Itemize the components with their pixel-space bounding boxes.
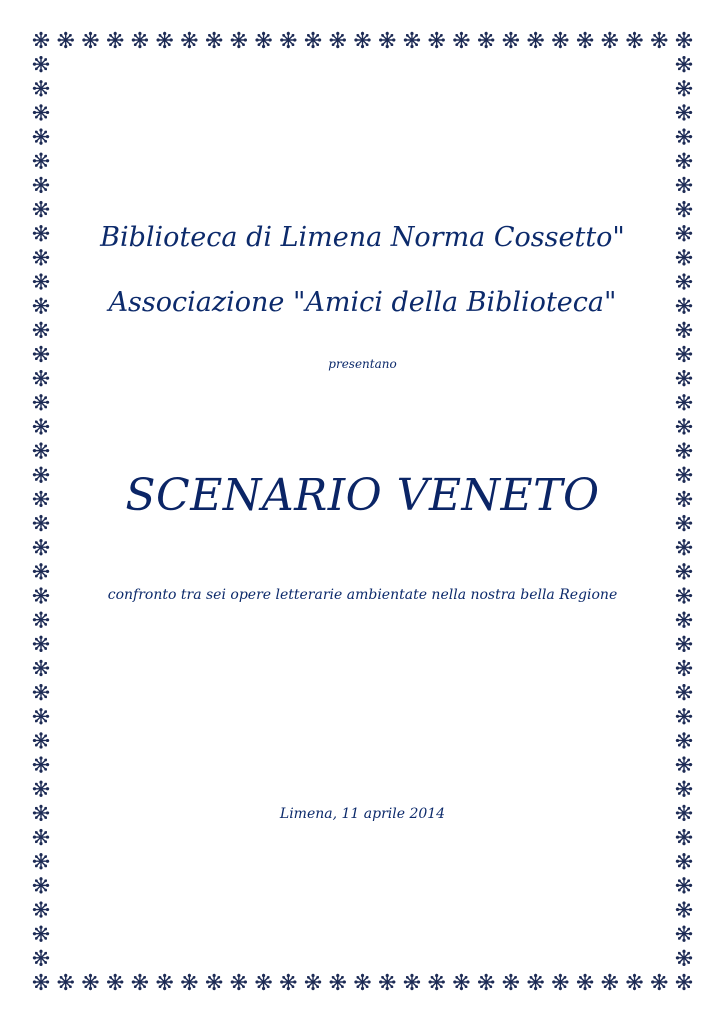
- border-ornament-icon: [528, 974, 544, 990]
- border-ornament-icon: [676, 612, 692, 628]
- border-ornament-icon: [503, 974, 519, 990]
- border-ornament-icon: [577, 32, 593, 48]
- border-ornament-icon: [626, 974, 642, 990]
- border-ornament-icon: [33, 877, 49, 893]
- border-ornament-icon: [651, 974, 667, 990]
- border-ornament-icon: [330, 32, 346, 48]
- border-ornament-icon: [676, 418, 692, 434]
- border-ornament-icon: [33, 684, 49, 700]
- border-ornament-icon: [602, 32, 618, 48]
- border-ornament-icon: [33, 104, 49, 120]
- border-ornament-icon: [429, 974, 445, 990]
- border-ornament-icon: [280, 974, 296, 990]
- border-ornament-icon: [676, 757, 692, 773]
- border-ornament-icon: [676, 563, 692, 579]
- border-ornament-icon: [626, 32, 642, 48]
- border-ornament-icon: [157, 32, 173, 48]
- border-ornament-icon: [676, 539, 692, 555]
- border-ornament-icon: [676, 901, 692, 917]
- border-ornament-icon: [33, 56, 49, 72]
- border-ornament-icon: [676, 732, 692, 748]
- subtitle: confronto tra sei opere letterarie ambientate nella nostra bella Regione: [107, 587, 618, 603]
- border-ornament-icon: [58, 974, 74, 990]
- border-ornament-icon: [676, 32, 692, 48]
- border-ornament-icon: [231, 32, 247, 48]
- border-ornament-icon: [478, 32, 494, 48]
- border-ornament-icon: [404, 32, 420, 48]
- border-ornament-icon: [33, 757, 49, 773]
- border-ornament-icon: [255, 32, 271, 48]
- border-ornament-icon: [82, 32, 98, 48]
- border-ornament-icon: [429, 32, 445, 48]
- border-ornament-icon: [33, 394, 49, 410]
- border-ornament-icon: [33, 612, 49, 628]
- border-ornament-icon: [33, 129, 49, 145]
- border-ornament-icon: [206, 32, 222, 48]
- border-ornament-icon: [82, 974, 98, 990]
- border-ornament-icon: [552, 32, 568, 48]
- border-ornament-icon: [33, 80, 49, 96]
- border-ornament-icon: [107, 32, 123, 48]
- border-ornament-icon: [107, 974, 123, 990]
- border-ornament-icon: [33, 829, 49, 845]
- border-ornament-icon: [379, 32, 395, 48]
- border-ornament-icon: [676, 153, 692, 169]
- border-ornament-icon: [33, 732, 49, 748]
- border-ornament-icon: [676, 370, 692, 386]
- border-ornament-icon: [33, 539, 49, 555]
- border-ornament-icon: [676, 853, 692, 869]
- border-ornament-icon: [33, 660, 49, 676]
- border-ornament-icon: [33, 32, 49, 48]
- border-ornament-icon: [676, 974, 692, 990]
- border-ornament-icon: [132, 32, 148, 48]
- border-ornament-icon: [676, 660, 692, 676]
- border-ornament-icon: [305, 32, 321, 48]
- main-title: SCENARIO VENETO: [125, 470, 600, 521]
- border-ornament-icon: [676, 684, 692, 700]
- border-ornament-icon: [676, 877, 692, 893]
- border-ornament-icon: [602, 974, 618, 990]
- border-ornament-icon: [676, 443, 692, 459]
- border-ornament-icon: [676, 394, 692, 410]
- border-ornament-icon: [503, 32, 519, 48]
- border-ornament-icon: [354, 32, 370, 48]
- border-ornament-icon: [58, 32, 74, 48]
- border-ornament-icon: [676, 322, 692, 338]
- border-ornament-icon: [33, 901, 49, 917]
- border-ornament-icon: [330, 974, 346, 990]
- border-ornament-icon: [280, 32, 296, 48]
- border-ornament-icon: [231, 974, 247, 990]
- border-ornament-icon: [676, 829, 692, 845]
- border-ornament-icon: [206, 974, 222, 990]
- border-ornament-icon: [33, 177, 49, 193]
- border-ornament-icon: [33, 563, 49, 579]
- border-ornament-icon: [181, 974, 197, 990]
- border-ornament-icon: [132, 974, 148, 990]
- border-ornament-icon: [478, 974, 494, 990]
- library-name: Biblioteca di Limena Norma Cossetto": [100, 222, 625, 253]
- border-ornament-icon: [676, 56, 692, 72]
- border-ornament-icon: [33, 926, 49, 942]
- border-ornament-icon: [33, 636, 49, 652]
- border-ornament-icon: [33, 853, 49, 869]
- border-ornament-icon: [33, 153, 49, 169]
- border-ornament-icon: [676, 104, 692, 120]
- border-ornament-icon: [528, 32, 544, 48]
- presents-label: presentano: [328, 357, 397, 371]
- border-ornament-icon: [676, 950, 692, 966]
- border-ornament-icon: [676, 708, 692, 724]
- border-ornament-icon: [354, 974, 370, 990]
- border-ornament-icon: [33, 418, 49, 434]
- border-ornament-icon: [33, 322, 49, 338]
- border-ornament-icon: [33, 950, 49, 966]
- border-ornament-icon: [453, 32, 469, 48]
- place-date: Limena, 11 aprile 2014: [279, 806, 446, 822]
- border-ornament-icon: [157, 974, 173, 990]
- border-ornament-icon: [33, 781, 49, 797]
- border-ornament-icon: [577, 974, 593, 990]
- border-ornament-icon: [676, 201, 692, 217]
- border-ornament-icon: [552, 974, 568, 990]
- border-ornament-icon: [181, 32, 197, 48]
- border-ornament-icon: [651, 32, 667, 48]
- border-ornament-icon: [676, 926, 692, 942]
- border-ornament-icon: [676, 781, 692, 797]
- border-ornament-icon: [305, 974, 321, 990]
- border-ornament-icon: [676, 129, 692, 145]
- border-ornament-icon: [33, 443, 49, 459]
- border-ornament-icon: [33, 708, 49, 724]
- border-ornament-icon: [255, 974, 271, 990]
- association-name: Associazione "Amici della Biblioteca": [108, 287, 617, 318]
- border-ornament-icon: [404, 974, 420, 990]
- border-ornament-icon: [379, 974, 395, 990]
- border-ornament-icon: [676, 636, 692, 652]
- border-ornament-icon: [676, 80, 692, 96]
- border-ornament-icon: [33, 201, 49, 217]
- border-ornament-icon: [33, 974, 49, 990]
- border-ornament-icon: [33, 370, 49, 386]
- border-ornament-icon: [453, 974, 469, 990]
- border-ornament-icon: [676, 177, 692, 193]
